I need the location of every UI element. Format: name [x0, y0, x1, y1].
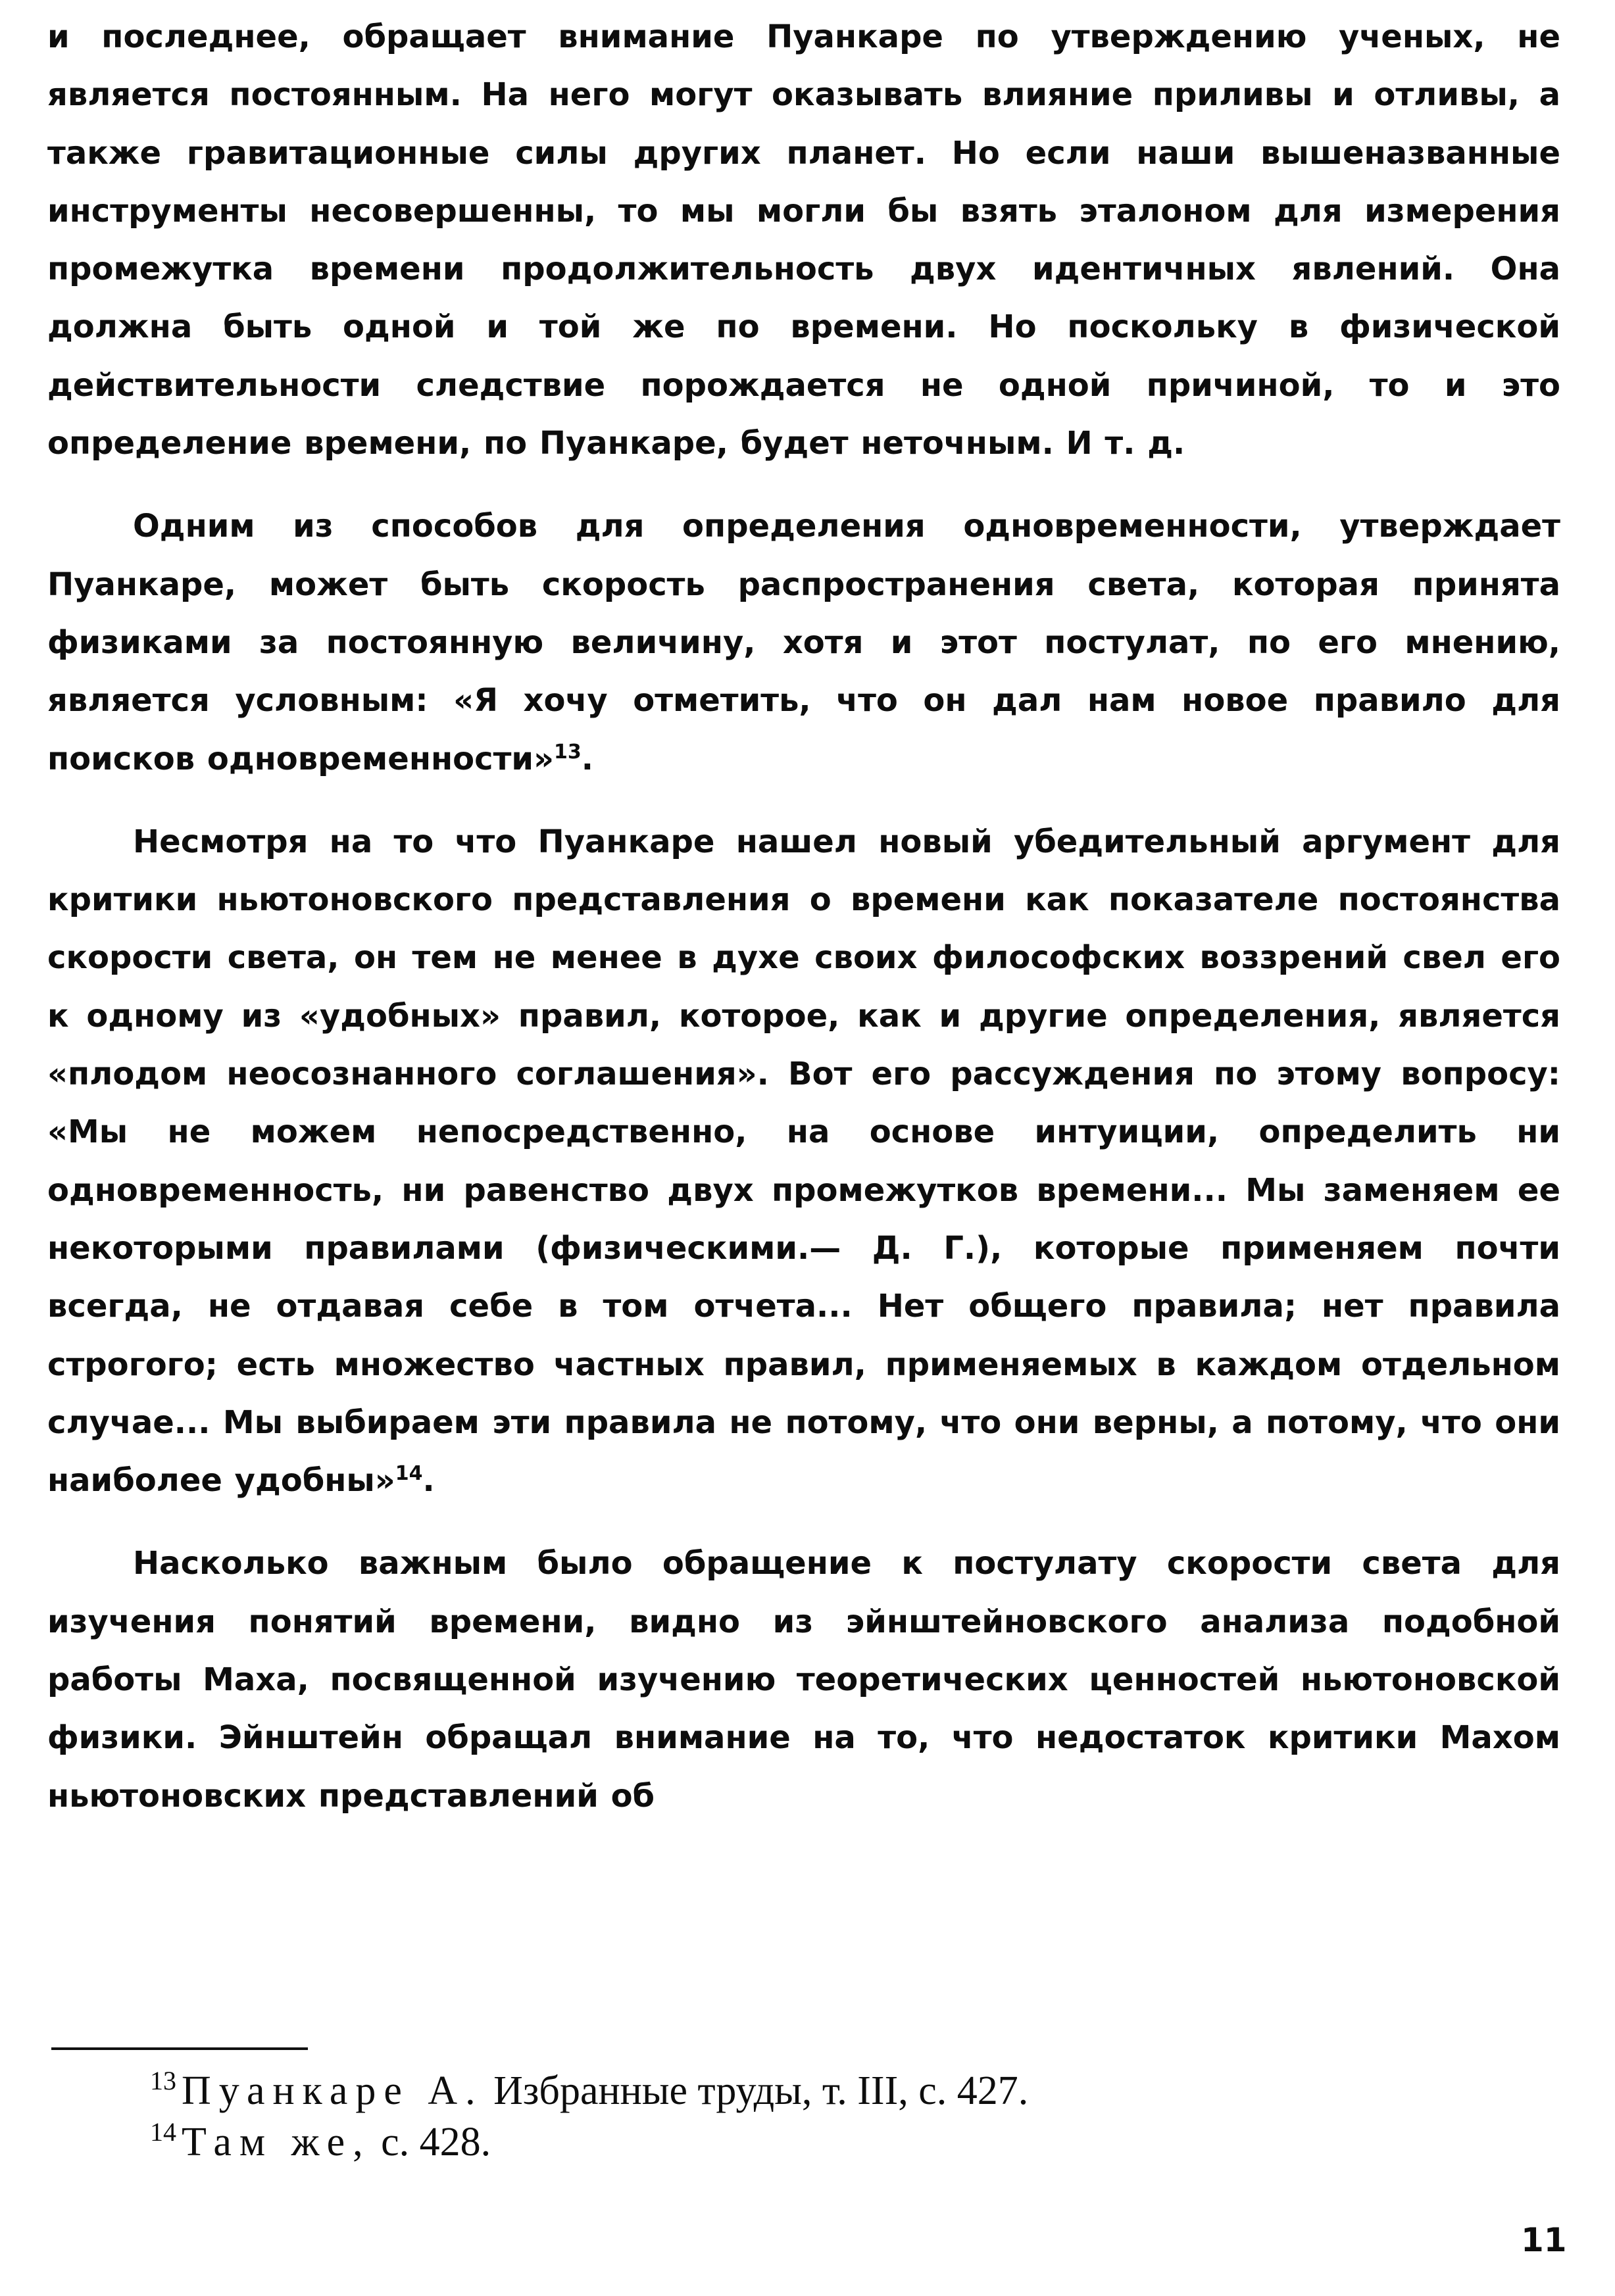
footnotes	[150, 2065, 1531, 2168]
footnote-ref-13[interactable]: 13	[554, 740, 582, 764]
footnote-author: Там же,	[182, 2120, 371, 2164]
page-number: 11	[1521, 2221, 1567, 2259]
paragraph-2	[47, 497, 1560, 787]
paragraph-2-text: Одним из способов для определения одновременности, утверждает Пуанкаре, может быть скорость распространения света, которая принята физиками за постоянную величину, хотя и этот постулат, по его мнению, является условным: «Я хочу отметить, что он дал нам новое правило для поисков одновременности»	[47, 508, 1560, 777]
footnote-author: Пуанкаре А.	[182, 2068, 484, 2113]
paragraph-4-text: Насколько важным было обращение к постулату скорости света для изучения понятий времени, видно из эйнштейновского анализа подобной работы Маха, посвященной изучению теоретических ценностей ньютоновской физики. Эйнштейн обращал внимание на то, что недостаток критики Махом ньютоновских представлений об	[47, 1545, 1560, 1815]
main-text	[47, 8, 1560, 1825]
footnote-ref-14[interactable]: 14	[395, 1462, 423, 1486]
paragraph-4	[47, 1534, 1560, 1824]
footnote-number: 14	[150, 2117, 176, 2147]
paragraph-3-text: Несмотря на то что Пуанкаре нашел новый убедительный аргумент для критики ньютоновского представления о времени как показателе постоянства скорости света, он тем не менее в духе своих философских воззрений свел его к одному из «удобных» правил, которое, как и другие определения, является «плодом неосознанного соглашения». Вот его рассуждения по этому вопросу: «Мы не можем непосредственно, на основе интуиции, определить ни одновременность, ни равенство двух промежутков времени... Мы заменяем ее некоторыми правилами (физическими.— Д. Г.), которые применяем почти всегда, не отдавая себе в том отчета... Нет общего правила; нет правила строгого; есть множество частных правил, применяемых в каждом отдельном случае... Мы выбираем эти правила не потому, что они верны, а потому, что они наиболее удобны»	[47, 823, 1560, 1500]
footnote-14	[150, 2116, 1531, 2168]
paragraph-3-tail: .	[422, 1462, 435, 1500]
footnote-divider	[51, 2047, 308, 2050]
paragraph-1-text: и последнее, обращает внимание Пуанкаре по утверждению ученых, не является постоянным. На него могут оказывать влияние приливы и отливы, а также гравитационные силы других планет. Но если наши вышеназванные инструменты несовершенны, то мы могли бы взять эталоном для измерения промежутка времени продолжительность двух идентичных явлений. Она должна быть одной и той же по времени. Но поскольку в физической действительности следствие порождается не одной причиной, то и это определение времени, по Пуанкаре, будет неточным. И т. д.	[47, 18, 1560, 462]
paragraph-1	[47, 8, 1560, 472]
footnote-citation: Избранные труды, т. III, с. 427.	[493, 2068, 1029, 2113]
footnote-citation: с. 428.	[381, 2120, 491, 2164]
paragraph-2-tail: .	[581, 740, 594, 777]
footnote-number: 13	[150, 2066, 176, 2096]
footnote-13	[150, 2065, 1531, 2116]
paragraph-3	[47, 813, 1560, 1510]
